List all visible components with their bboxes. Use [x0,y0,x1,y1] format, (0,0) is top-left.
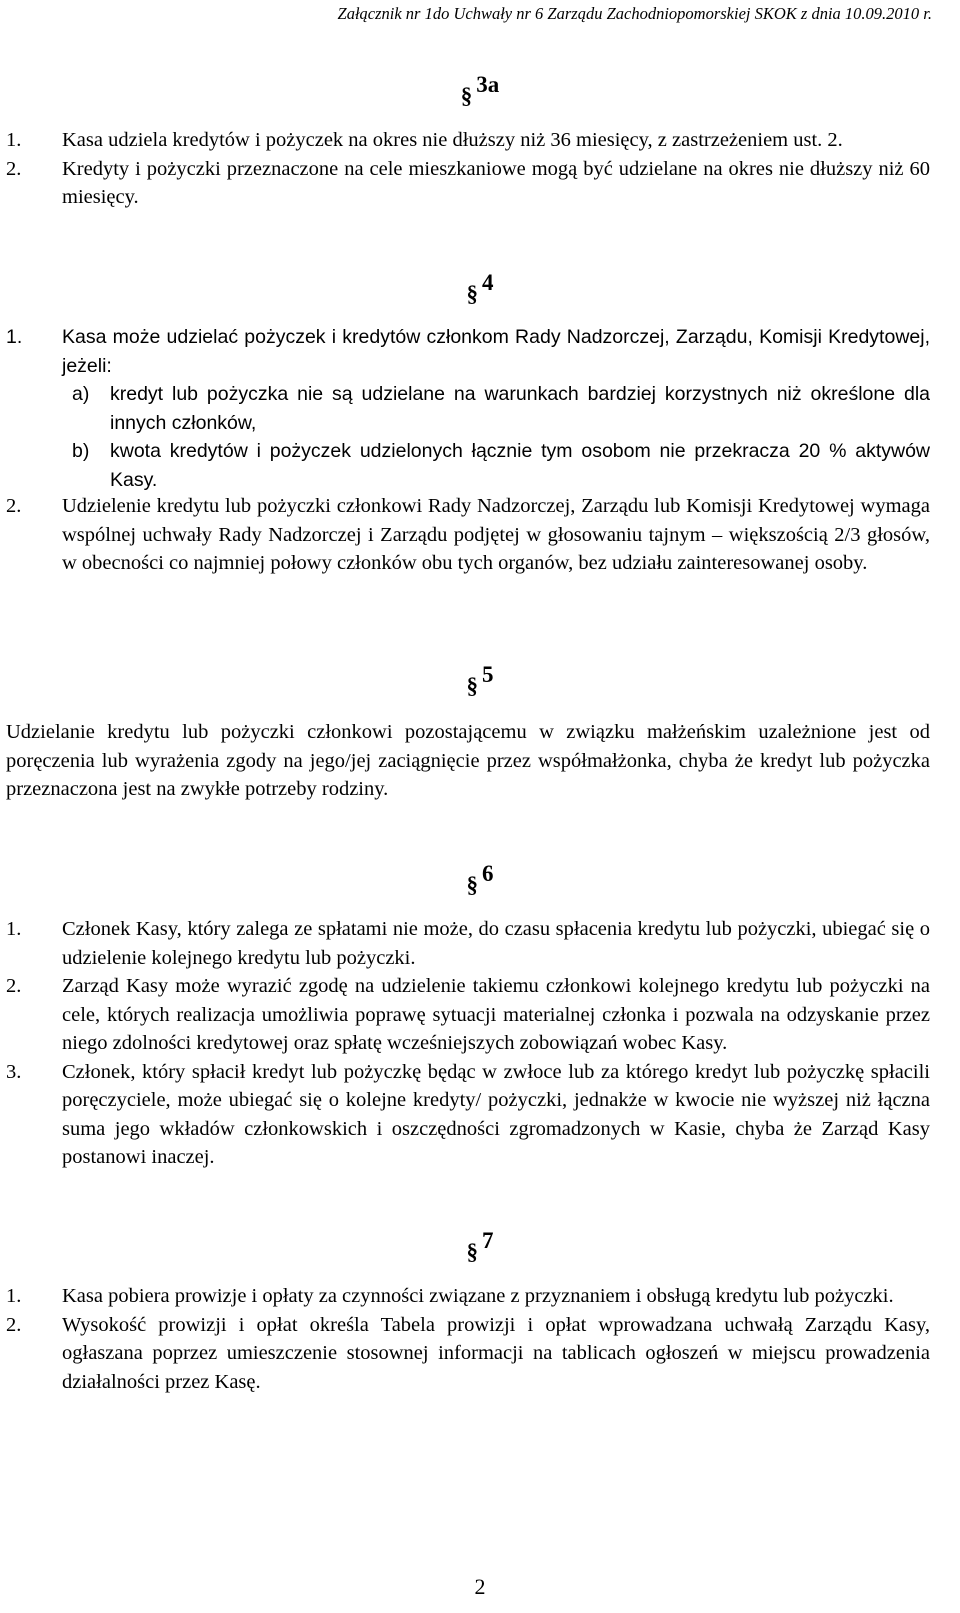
section-symbol: § [466,673,478,698]
item-text: Kasa udziela kredytów i pożyczek na okres nie dłuższy niż 36 miesięcy, z zastrzeżeniem ust. 2. [62,129,843,151]
section-number: 6 [482,861,494,886]
list-item [6,972,930,1058]
section-heading-6 [0,857,960,897]
list-item [6,492,930,578]
item-text: Członek, który spłacił kredyt lub pożyczkę będąc w zwłoce lub za którego kredyt lub pożyczkę spłacili poręczyciele, może ubiegać się o kolejne kredyty/ pożyczki, jednakże w kwocie nie wyższej niż łączna suma jego wkładów członkowskich i oszczędności zgromadzonych w Kasie, chyba że Zarząd Kasy postanowi inaczej. [62,1060,930,1168]
sub-item-text: kwota kredytów i pożyczek udzielonych łącznie tym osobom nie przekracza 20 % aktywów Kasy. [110,440,930,491]
list-item [6,323,930,380]
list-item [6,126,930,155]
section-symbol: § [466,1239,478,1264]
list-item [6,1058,930,1172]
sub-item-text: kredyt lub pożyczka nie są udzielane na warunkach bardziej korzystnych niż określone dla innych członków, [110,383,930,434]
section-7-body [6,1282,930,1396]
item-text: Kasa może udzielać pożyczek i kredytów członkom Rady Nadzorczej, Zarządu, Komisji Kredytowej, jeżeli: [62,326,930,377]
section-heading-4 [0,266,960,306]
list-item [6,1282,930,1311]
item-text: Wysokość prowizji i opłat określa Tabela prowizji i opłat wprowadzana uchwałą Zarządu Kasy, ogłaszana poprzez umieszczenie stosownej informacji na tablicach ogłoszeń w miejscu prowadzenia działalności przez Kasę. [62,1313,930,1393]
section-number: 7 [482,1228,494,1253]
item-text: Kasa pobiera prowizje i opłaty za czynności związane z przyznaniem i obsługą kredytu lub pożyczki. [62,1285,894,1307]
document-header: Załącznik nr 1do Uchwały nr 6 Zarządu Zachodniopomorskiej SKOK z dnia 10.09.2010 r. [337,4,932,23]
paragraph-text: Udzielanie kredytu lub pożyczki członkowi pozostającemu w związku małżeńskim uzależnione jest od poręczenia lub wyrażenia zgody na jego/jej zaciągnięcie przez współmałżonka, chyba że kredyt lub pożyczka przeznaczona jest na zwykłe potrzeby rodziny. [6,721,930,800]
item-text: Udzielenie kredytu lub pożyczki członkowi Rady Nadzorczej, Zarządu lub Komisji Kredytowej wymaga wspólnej uchwały Rady Nadzorczej i Zarządu podjętej w głosowaniu tajnym – większością 2/3 głosów, w obecności co najmniej połowy członków obu tych organów, bez udziału zainteresowanej osoby. [62,495,930,574]
sub-item [72,380,930,437]
page-number: 2 [474,1574,486,1599]
item-text: Zarząd Kasy może wyrazić zgodę na udzielenie takiemu członkowi kolejnego kredytu lub pożyczki na cele, których realizacja umożliwia poprawę sytuacji materialnej członka i pozwala na odzyskanie przez niego zdolności kredytowej oraz spłatę wcześniejszych zobowiązań wobec Kasy. [62,975,930,1054]
section-number: 5 [482,662,494,687]
item-text: Kredyty i pożyczki przeznaczone na cele mieszkaniowe mogą być udzielane na okres nie dłuższy niż 60 miesięcy. [62,157,930,208]
item-number: 2. [6,1313,22,1336]
list-item [6,1311,930,1397]
item-number: 2. [6,975,22,997]
section-5-body [6,718,930,804]
item-number: 2. [6,495,22,517]
list-item [6,915,930,972]
section-6-body [6,915,930,1172]
item-number: 3. [6,1060,22,1083]
section-heading-3a [0,68,960,108]
item-number: 1. [6,1285,22,1307]
item-number: 2. [6,157,22,180]
section-4-item-2 [6,492,930,578]
sub-item-letter: a) [72,383,90,405]
item-number: 1. [6,918,22,940]
section-heading-5 [0,658,960,698]
item-number: 1. [6,129,22,151]
section-symbol: § [466,872,478,897]
sub-item-letter: b) [72,440,90,462]
item-text: Członek Kasy, który zalega ze spłatami nie może, do czasu spłacenia kredytu lub pożyczki, ubiegać się o udzielenie kolejnego kredytu lub pożyczki. [62,918,930,969]
sub-item [72,437,930,494]
section-3a-body [6,126,930,212]
section-number: 3a [476,72,500,97]
section-symbol: § [460,83,473,108]
item-number: 1. [6,326,23,348]
section-symbol: § [466,281,478,306]
section-heading-7 [0,1224,960,1264]
section-number: 4 [482,270,494,295]
section-4-item-1 [6,323,930,494]
list-item [6,155,930,212]
